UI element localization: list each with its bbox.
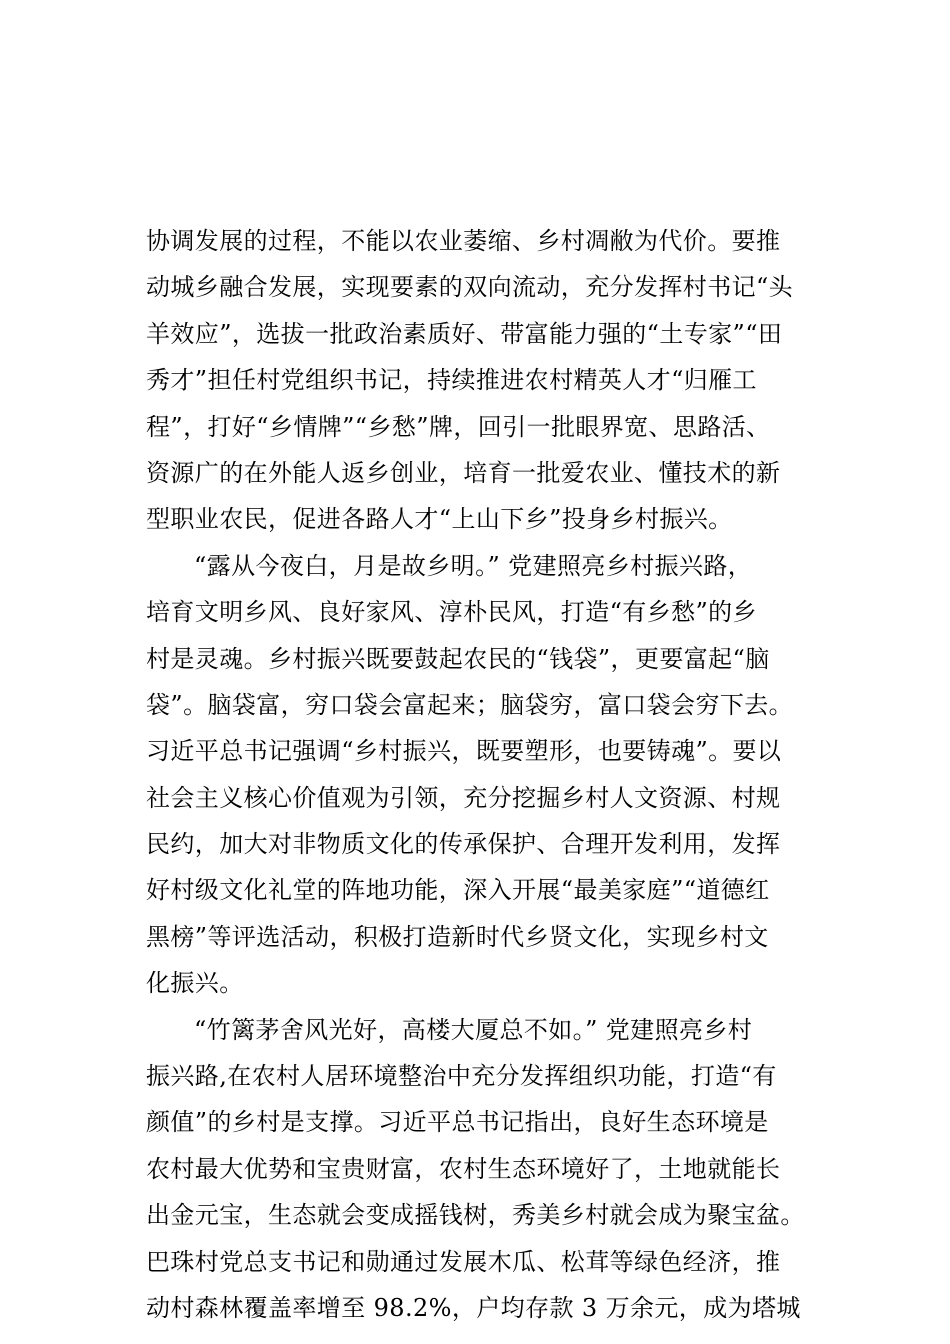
paragraph-ecology [146, 1007, 866, 1332]
text-line: 巴珠村党总支书记和勋通过发展木瓜、松茸等绿色经济，推 [146, 1247, 781, 1276]
document-body [146, 218, 866, 1331]
text-line: 民约，加大对非物质文化的传承保护、合理开发利用，发挥 [146, 830, 781, 859]
text-line: 秀才”担任村党组织书记，持续推进农村精英人才“归雁工 [146, 366, 757, 395]
text-line: 袋”。脑袋富，穷口袋会富起来；脑袋穷，富口袋会穷下去。 [146, 690, 794, 719]
text-line: 习近平总书记强调“乡村振兴，既要塑形，也要铸魂”。要以 [146, 737, 782, 766]
text-line: 协调发展的过程，不能以农业萎缩、乡村凋敝为代价。要推 [146, 227, 781, 255]
text-line: 村是灵魂。乡村振兴既要鼓起农民的“钱袋”，更要富起“脑 [146, 644, 770, 673]
text-line-first: “竹篱茅舍风光好，高楼大厦总不如。” 党建照亮乡村 [194, 1015, 753, 1044]
text-line: 农村最大优势和宝贵财富，农村生态环境好了，土地就能长 [146, 1154, 781, 1183]
text-line: 型职业农民，促进各路人才“上山下乡”投身乡村振兴。 [146, 505, 733, 534]
text-line-first: “露从今夜白，月是故乡明。” 党建照亮乡村振兴路， [194, 551, 753, 580]
text-line: 动城乡融合发展，实现要素的双向流动，充分发挥村书记“头 [146, 273, 794, 302]
text-line: 资源广的在外能人返乡创业，培育一批爱农业、懂技术的新 [146, 458, 781, 487]
text-line: 动村森林覆盖率增至 98.2%，户均存款 3 万余元，成为塔城 [146, 1293, 801, 1322]
text-line: 培育文明乡风、良好家风、淳朴民风，打造“有乡愁”的乡 [146, 598, 757, 627]
paragraph-culture [146, 543, 866, 1007]
text-line: 好村级文化礼堂的阵地功能，深入开展“最美家庭”“道德红 [146, 876, 770, 905]
text-line: 化振兴。 [146, 969, 244, 998]
text-line: 黑榜”等评选活动，积极打造新时代乡贤文化，实现乡村文 [146, 922, 769, 951]
text-line: 羊效应”，选拔一批政治素质好、带富能力强的“土专家”“田 [146, 319, 783, 348]
paragraph-talent [146, 218, 866, 543]
text-line: 出金元宝，生态就会变成摇钱树，秀美乡村就会成为聚宝盆。 [146, 1201, 805, 1230]
text-line: 社会主义核心价值观为引领，充分挖掘乡村人文资源、村规 [146, 783, 781, 812]
text-line: 程”，打好“乡情牌”“乡愁”牌，回引一批眼界宽、思路活、 [146, 412, 771, 441]
text-line: 颜值”的乡村是支撑。习近平总书记指出，良好生态环境是 [146, 1108, 769, 1137]
text-line: 振兴路,在农村人居环境整治中充分发挥组织功能，打造“有 [146, 1062, 777, 1091]
